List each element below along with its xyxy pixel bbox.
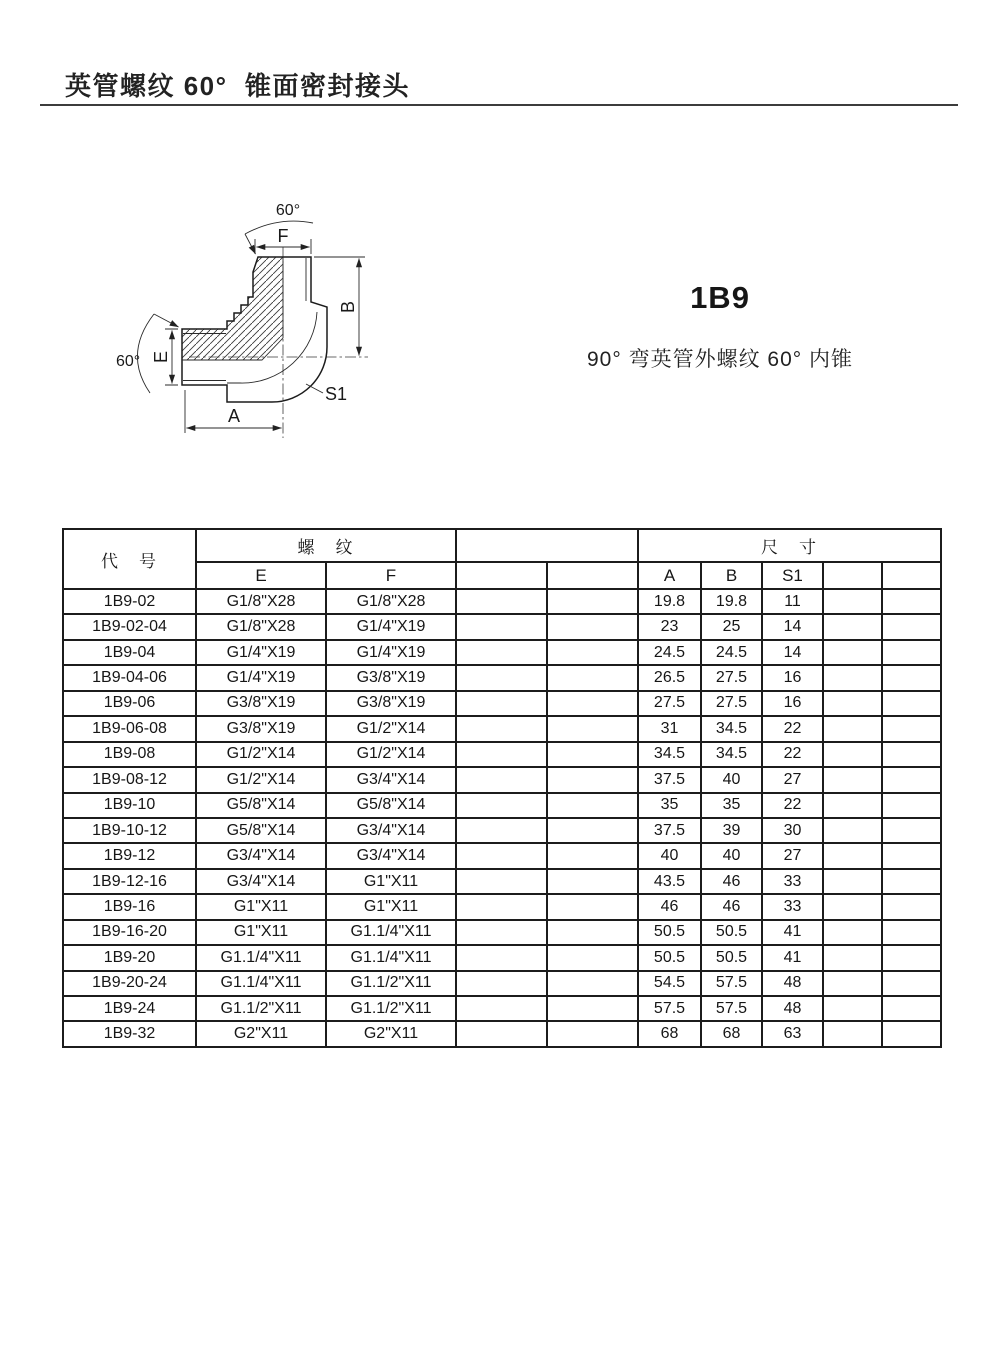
table-cell xyxy=(823,971,882,996)
header-col-e: E xyxy=(196,562,326,589)
table-row xyxy=(63,1021,941,1047)
table-cell: G1/4"X19 xyxy=(326,640,456,665)
table-row xyxy=(63,869,941,894)
table-cell xyxy=(456,818,547,843)
table-cell xyxy=(456,742,547,767)
table-cell xyxy=(823,843,882,868)
header-empty-group xyxy=(456,529,638,562)
table-cell: G2"X11 xyxy=(196,1021,326,1047)
table-cell: 19.8 xyxy=(638,589,701,614)
table-cell: 35 xyxy=(638,793,701,818)
table-cell xyxy=(547,818,638,843)
table-cell xyxy=(882,996,941,1021)
table-cell: 50.5 xyxy=(701,920,762,945)
table-cell: G1.1/4"X11 xyxy=(326,945,456,970)
table-cell: 11 xyxy=(762,589,823,614)
table-cell: G1"X11 xyxy=(196,920,326,945)
table-cell xyxy=(456,920,547,945)
technical-drawing xyxy=(70,190,450,460)
table-cell: 1B9-16 xyxy=(63,894,196,919)
table-cell xyxy=(882,589,941,614)
header-col-empty-2 xyxy=(547,562,638,589)
table-cell xyxy=(882,920,941,945)
table-cell: 1B9-20 xyxy=(63,945,196,970)
table-cell: 1B9-24 xyxy=(63,996,196,1021)
table-cell: 40 xyxy=(701,843,762,868)
model-description: 90° 弯英管外螺纹 60° 内锥 xyxy=(586,348,853,371)
table-cell: G1/8"X28 xyxy=(196,614,326,639)
header-size: 尺 寸 xyxy=(638,529,941,562)
table-cell xyxy=(882,767,941,792)
table-cell: 54.5 xyxy=(638,971,701,996)
table-cell xyxy=(882,665,941,690)
table-cell: 50.5 xyxy=(638,945,701,970)
table-cell xyxy=(547,793,638,818)
table-cell: 41 xyxy=(762,945,823,970)
table-row xyxy=(63,843,941,868)
table-cell: 48 xyxy=(762,971,823,996)
table-cell xyxy=(456,767,547,792)
table-row xyxy=(63,818,941,843)
header-col-s1: S1 xyxy=(762,562,823,589)
table-cell: G1"X11 xyxy=(326,894,456,919)
table-cell: 22 xyxy=(762,793,823,818)
table-cell xyxy=(823,640,882,665)
table-cell: 68 xyxy=(638,1021,701,1047)
table-body xyxy=(63,589,941,1047)
header-col-empty-3 xyxy=(823,562,882,589)
table-cell: 40 xyxy=(701,767,762,792)
table-cell xyxy=(547,614,638,639)
table-cell: G3/4"X14 xyxy=(326,843,456,868)
table-cell xyxy=(456,869,547,894)
table-cell: G1/4"X19 xyxy=(326,614,456,639)
table-cell: 1B9-04-06 xyxy=(63,665,196,690)
table-cell xyxy=(823,716,882,741)
table-cell xyxy=(547,742,638,767)
table-cell: 37.5 xyxy=(638,818,701,843)
table-cell xyxy=(456,716,547,741)
table-cell: 14 xyxy=(762,614,823,639)
table-cell xyxy=(823,996,882,1021)
table-cell: G2"X11 xyxy=(326,1021,456,1047)
header-col-a: A xyxy=(638,562,701,589)
table-cell: 1B9-04 xyxy=(63,640,196,665)
table-cell xyxy=(882,869,941,894)
model-number: 1B9 xyxy=(690,280,750,315)
table-cell xyxy=(823,665,882,690)
table-cell: 63 xyxy=(762,1021,823,1047)
table-cell: 34.5 xyxy=(638,742,701,767)
table-cell xyxy=(547,767,638,792)
table-cell xyxy=(547,716,638,741)
table-cell: 27.5 xyxy=(638,691,701,716)
table-cell: G1.1/4"X11 xyxy=(196,971,326,996)
table-cell: 1B9-12 xyxy=(63,843,196,868)
table-cell: G1.1/4"X11 xyxy=(326,920,456,945)
table-cell: 50.5 xyxy=(701,945,762,970)
angle-label-top: 60° xyxy=(275,202,301,219)
table-cell: G3/4"X14 xyxy=(326,818,456,843)
table-cell: 24.5 xyxy=(638,640,701,665)
table-cell: G3/8"X19 xyxy=(326,691,456,716)
table-cell: G1/4"X19 xyxy=(196,640,326,665)
table-cell xyxy=(456,945,547,970)
table-cell: G1.1/2"X11 xyxy=(326,971,456,996)
table-cell: 57.5 xyxy=(638,996,701,1021)
table-cell: 1B9-16-20 xyxy=(63,920,196,945)
table-cell: 27.5 xyxy=(701,665,762,690)
table-cell: G3/4"X14 xyxy=(196,843,326,868)
table-cell: 14 xyxy=(762,640,823,665)
table-cell xyxy=(547,843,638,868)
table-cell xyxy=(823,691,882,716)
table-cell: G1"X11 xyxy=(326,869,456,894)
table-cell xyxy=(823,742,882,767)
dim-label-b: B xyxy=(338,300,358,314)
table-cell: 46 xyxy=(638,894,701,919)
table-cell: 48 xyxy=(762,996,823,1021)
table-cell: 57.5 xyxy=(701,971,762,996)
table-cell: 26.5 xyxy=(638,665,701,690)
table-cell xyxy=(456,665,547,690)
table-cell xyxy=(823,894,882,919)
table-cell: 1B9-10 xyxy=(63,793,196,818)
angle-leader-left xyxy=(154,314,179,327)
table-row xyxy=(63,767,941,792)
table-cell: 33 xyxy=(762,894,823,919)
angle-leader-top xyxy=(245,234,256,254)
dim-label-e: E xyxy=(151,350,171,364)
table-cell xyxy=(547,1021,638,1047)
table-cell: G1/2"X14 xyxy=(196,767,326,792)
table-row xyxy=(63,945,941,970)
table-row xyxy=(63,894,941,919)
table-cell xyxy=(456,614,547,639)
table-cell: G1.1/4"X11 xyxy=(196,945,326,970)
title-divider xyxy=(40,104,958,106)
table-cell: 19.8 xyxy=(701,589,762,614)
table-cell xyxy=(823,818,882,843)
table-cell xyxy=(882,945,941,970)
table-cell: G1/8"X28 xyxy=(326,589,456,614)
table-cell: G1/2"X14 xyxy=(196,742,326,767)
table-cell xyxy=(882,818,941,843)
header-col-empty-4 xyxy=(882,562,941,589)
table-cell xyxy=(882,742,941,767)
table-cell: G1/8"X28 xyxy=(196,589,326,614)
table-row xyxy=(63,742,941,767)
table-cell xyxy=(823,869,882,894)
table-cell xyxy=(547,665,638,690)
table-cell: 33 xyxy=(762,869,823,894)
table-cell xyxy=(882,716,941,741)
table-cell xyxy=(456,1021,547,1047)
table-cell: G5/8"X14 xyxy=(196,793,326,818)
table-cell: 1B9-08-12 xyxy=(63,767,196,792)
table-cell xyxy=(456,894,547,919)
table-cell: 30 xyxy=(762,818,823,843)
table-row xyxy=(63,716,941,741)
dim-label-f: F xyxy=(277,226,289,246)
table-cell xyxy=(823,589,882,614)
table-cell: 34.5 xyxy=(701,716,762,741)
table-cell xyxy=(882,614,941,639)
table-cell: 27 xyxy=(762,843,823,868)
table-row xyxy=(63,691,941,716)
table-cell xyxy=(547,589,638,614)
header-code: 代 号 xyxy=(63,529,196,589)
table-cell: G5/8"X14 xyxy=(326,793,456,818)
dim-label-a: A xyxy=(227,406,241,426)
table-cell xyxy=(547,691,638,716)
table-cell: G1.1/2"X11 xyxy=(196,996,326,1021)
table-cell xyxy=(456,843,547,868)
table-cell: 16 xyxy=(762,691,823,716)
table-cell: 57.5 xyxy=(701,996,762,1021)
table-cell: 23 xyxy=(638,614,701,639)
header-thread: 螺 纹 xyxy=(196,529,456,562)
table-cell: G1.1/2"X11 xyxy=(326,996,456,1021)
page-title: 英管螺纹 60° 锥面密封接头 xyxy=(65,71,410,101)
table-cell xyxy=(456,589,547,614)
dim-label-s1: S1 xyxy=(325,384,348,404)
table-cell: G3/8"X19 xyxy=(196,691,326,716)
table-row xyxy=(63,640,941,665)
table-cell: G3/8"X19 xyxy=(196,716,326,741)
table-row xyxy=(63,614,941,639)
table-cell xyxy=(823,767,882,792)
table-cell: 1B9-12-16 xyxy=(63,869,196,894)
table-cell xyxy=(547,996,638,1021)
table-cell: 39 xyxy=(701,818,762,843)
table-cell: 31 xyxy=(638,716,701,741)
table-cell: G1/4"X19 xyxy=(196,665,326,690)
table-cell xyxy=(456,971,547,996)
header-row-groups xyxy=(63,529,941,562)
table-cell xyxy=(882,793,941,818)
table-cell: 46 xyxy=(701,869,762,894)
section-hatch xyxy=(182,257,283,360)
table-cell: G1/2"X14 xyxy=(326,716,456,741)
table-cell: 41 xyxy=(762,920,823,945)
table-cell: 27.5 xyxy=(701,691,762,716)
table-cell: 1B9-02 xyxy=(63,589,196,614)
table-cell xyxy=(547,869,638,894)
model-block xyxy=(520,280,920,373)
table-cell xyxy=(882,894,941,919)
table-cell xyxy=(882,843,941,868)
header-col-empty-1 xyxy=(456,562,547,589)
table-cell: 1B9-20-24 xyxy=(63,971,196,996)
table-cell xyxy=(823,1021,882,1047)
table-cell: 1B9-02-04 xyxy=(63,614,196,639)
table-cell: 24.5 xyxy=(701,640,762,665)
table-cell: 35 xyxy=(701,793,762,818)
table-cell: 22 xyxy=(762,716,823,741)
table-cell: 1B9-10-12 xyxy=(63,818,196,843)
table-cell xyxy=(456,793,547,818)
table-cell xyxy=(547,640,638,665)
table-cell: 27 xyxy=(762,767,823,792)
table-row xyxy=(63,665,941,690)
table-cell xyxy=(882,971,941,996)
table-row xyxy=(63,971,941,996)
header-col-b: B xyxy=(701,562,762,589)
header-col-f: F xyxy=(326,562,456,589)
table-cell: G3/4"X14 xyxy=(196,869,326,894)
table-cell: 1B9-32 xyxy=(63,1021,196,1047)
table-cell: 34.5 xyxy=(701,742,762,767)
table-cell xyxy=(456,996,547,1021)
table-cell xyxy=(547,920,638,945)
table-cell xyxy=(882,691,941,716)
table-cell: 1B9-06 xyxy=(63,691,196,716)
table-cell: G1"X11 xyxy=(196,894,326,919)
table-cell xyxy=(456,691,547,716)
table-cell xyxy=(823,614,882,639)
table-cell: 43.5 xyxy=(638,869,701,894)
table-cell: G1/2"X14 xyxy=(326,742,456,767)
table-cell xyxy=(823,793,882,818)
table-cell: 22 xyxy=(762,742,823,767)
table-cell: 37.5 xyxy=(638,767,701,792)
table-cell xyxy=(823,920,882,945)
spec-table xyxy=(62,528,942,1048)
table-cell: G5/8"X14 xyxy=(196,818,326,843)
table-cell xyxy=(547,971,638,996)
table-cell: 68 xyxy=(701,1021,762,1047)
table-cell: 50.5 xyxy=(638,920,701,945)
angle-label-left: 60° xyxy=(116,353,141,370)
table-cell xyxy=(547,894,638,919)
table-cell xyxy=(882,1021,941,1047)
table-cell: G3/8"X19 xyxy=(326,665,456,690)
table-cell: 16 xyxy=(762,665,823,690)
table-cell: 46 xyxy=(701,894,762,919)
table-row xyxy=(63,920,941,945)
table-cell: 25 xyxy=(701,614,762,639)
table-cell xyxy=(547,945,638,970)
table-row xyxy=(63,793,941,818)
table-cell xyxy=(823,945,882,970)
table-cell: G3/4"X14 xyxy=(326,767,456,792)
table-row xyxy=(63,589,941,614)
table-cell xyxy=(882,640,941,665)
table-cell: 1B9-08 xyxy=(63,742,196,767)
table-cell: 1B9-06-08 xyxy=(63,716,196,741)
table-cell xyxy=(456,640,547,665)
table-cell: 40 xyxy=(638,843,701,868)
table-row xyxy=(63,996,941,1021)
